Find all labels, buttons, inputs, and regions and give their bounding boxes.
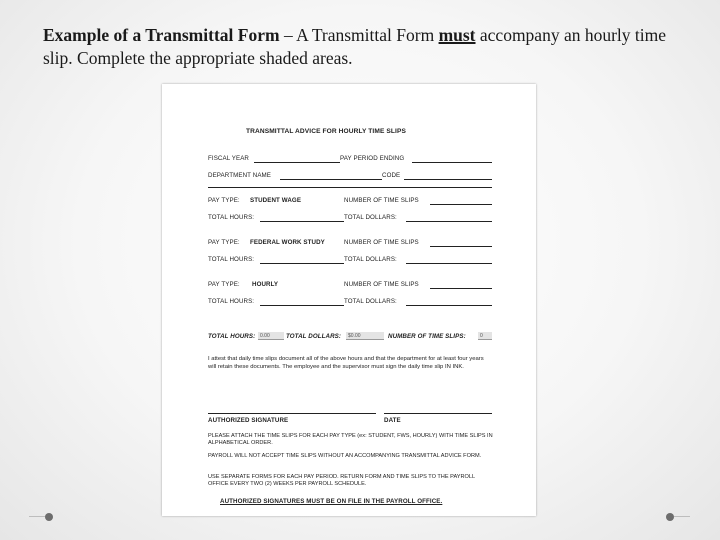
- department-name-label: DEPARTMENT NAME: [208, 172, 272, 179]
- right-bullet-dot: [666, 513, 674, 521]
- dollars-line-1: [406, 221, 492, 222]
- date-label: DATE: [384, 417, 401, 424]
- total-hours-label-1: TOTAL HOURS:: [208, 214, 255, 221]
- total-hours-label-3: TOTAL HOURS:: [208, 298, 255, 305]
- code-label: CODE: [382, 172, 401, 179]
- date-line: [384, 413, 492, 414]
- form-title: TRANSMITTAL ADVICE FOR HOURLY TIME SLIPS: [246, 128, 406, 135]
- total-dollars-label-3: TOTAL DOLLARS:: [344, 298, 397, 305]
- heading-text-2: accompany an hourly time slip. Complete the appropriate shaded areas.: [43, 25, 667, 68]
- dollars-line-3: [406, 305, 492, 306]
- hours-line-2: [260, 263, 344, 264]
- summary-number-box: 0: [478, 332, 492, 340]
- form-footer: AUTHORIZED SIGNATURES MUST BE ON FILE IN THE PAYROLL OFFICE.: [220, 498, 443, 505]
- number-time-slips-label-3: NUMBER OF TIME SLIPS: [344, 281, 419, 288]
- attest-paragraph: I attest that daily time slips document all of the above hours and that the department for at least four years will retain these documents. The employee and the supervisor must sign the daily time slip IN INK.: [208, 356, 484, 370]
- code-line: [404, 179, 492, 180]
- summary-total-dollars-label: TOTAL DOLLARS:: [286, 333, 342, 340]
- instruction-1: PLEASE ATTACH THE TIME SLIPS FOR EACH PAY TYPE (ex: STUDENT, FWS, HOURLY) WITH TIME SLIPS IN ALPHABETICAL ORDER.: [208, 433, 493, 446]
- pay-type-federal-work-study: FEDERAL WORK STUDY: [250, 239, 325, 246]
- pay-period-line: [412, 162, 492, 163]
- instruction-2: PAYROLL WILL NOT ACCEPT TIME SLIPS WITHOUT AN ACCOMPANYING TRANSMITTAL ADVICE FORM.: [208, 453, 482, 459]
- pay-type-label-2: PAY TYPE:: [208, 239, 240, 246]
- department-second-line: [208, 187, 492, 188]
- summary-total-hours-box: 0.00: [258, 332, 284, 340]
- number-time-slips-label-2: NUMBER OF TIME SLIPS: [344, 239, 419, 246]
- authorized-signature-label: AUTHORIZED SIGNATURE: [208, 417, 289, 424]
- total-hours-label-2: TOTAL HOURS:: [208, 256, 255, 263]
- heading-emphasis-must: must: [438, 25, 476, 45]
- number-line-1: [430, 204, 492, 205]
- transmittal-form-image: [162, 84, 536, 516]
- hours-line-1: [260, 221, 344, 222]
- number-line-2: [430, 246, 492, 247]
- pay-type-student-wage: STUDENT WAGE: [250, 197, 302, 204]
- left-bullet-dot: [45, 513, 53, 521]
- dollars-line-2: [406, 263, 492, 264]
- department-line: [280, 179, 382, 180]
- fiscal-year-label: FISCAL YEAR: [208, 155, 249, 162]
- heading-text-1: – A Transmittal Form: [279, 25, 439, 45]
- instruction-3: USE SEPARATE FORMS FOR EACH PAY PERIOD. RETURN FORM AND TIME SLIPS TO THE PAYROLL OFFICE EVERY TWO (2) WEEKS PER PAYROLL SCHEDULE.: [208, 474, 475, 487]
- summary-total-dollars-box: $0.00: [346, 332, 384, 340]
- pay-period-label: PAY PERIOD ENDING: [340, 155, 405, 162]
- signature-line: [208, 413, 376, 414]
- fiscal-year-line: [254, 162, 340, 163]
- heading-bold-title: Example of a Transmittal Form: [43, 25, 280, 45]
- slide-heading: [43, 24, 683, 70]
- pay-type-label-3: PAY TYPE:: [208, 281, 240, 288]
- number-line-3: [430, 288, 492, 289]
- pay-type-label-1: PAY TYPE:: [208, 197, 240, 204]
- hours-line-3: [260, 305, 344, 306]
- total-dollars-label-2: TOTAL DOLLARS:: [344, 256, 397, 263]
- summary-number-label: NUMBER OF TIME SLIPS:: [388, 333, 466, 340]
- number-time-slips-label-1: NUMBER OF TIME SLIPS: [344, 197, 419, 204]
- summary-total-hours-label: TOTAL HOURS:: [208, 333, 256, 340]
- total-dollars-label-1: TOTAL DOLLARS:: [344, 214, 397, 221]
- pay-type-hourly: HOURLY: [252, 281, 279, 288]
